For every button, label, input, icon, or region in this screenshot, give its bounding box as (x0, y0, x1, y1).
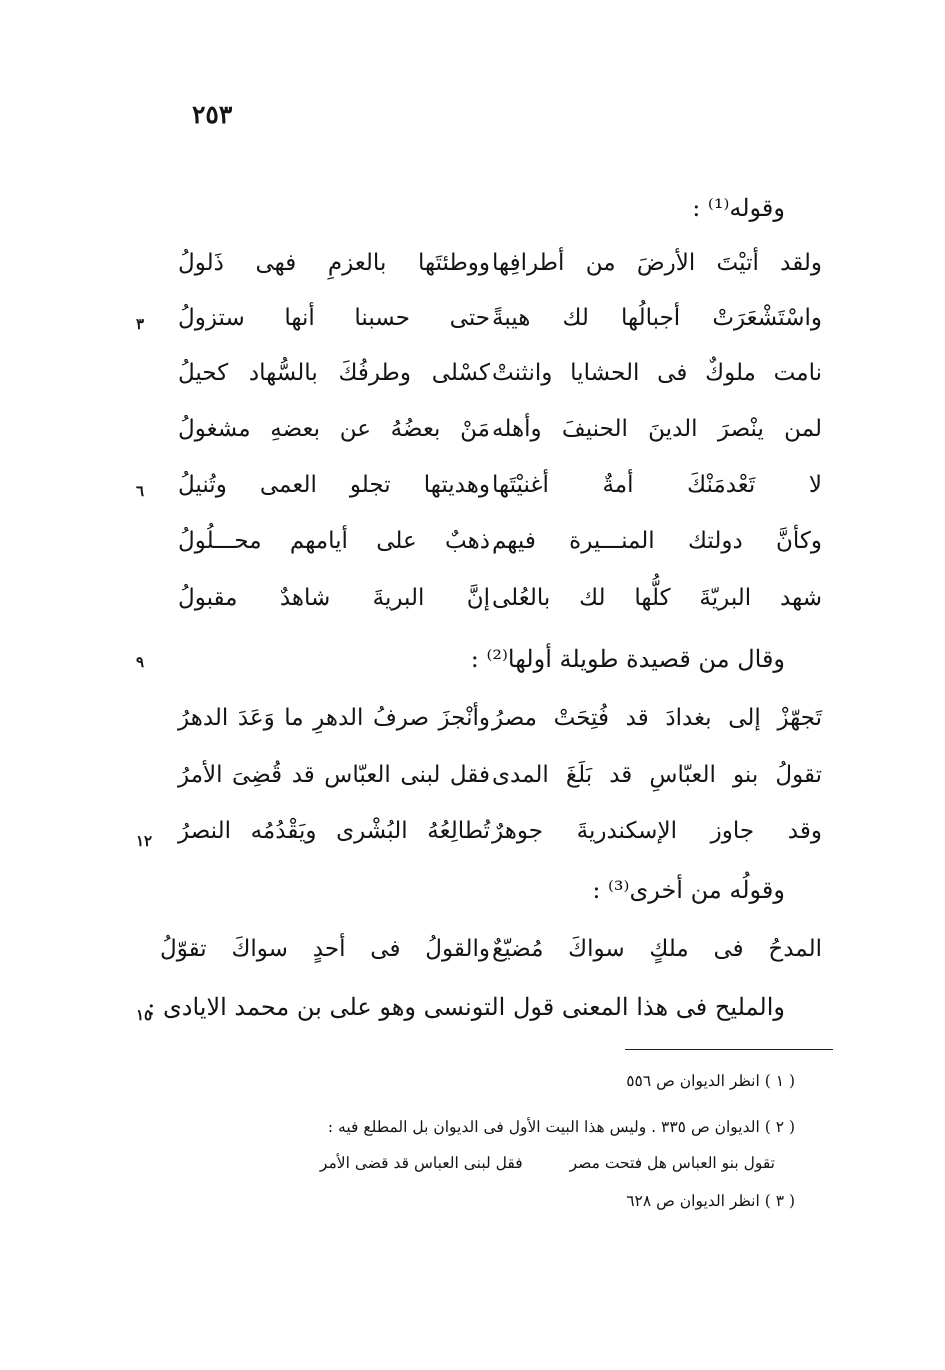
verse-second-hemistich: وأنْجزَ صرفُ الدهرِ ما وَعَدَ الدهرُ (178, 705, 490, 731)
verse-first-hemistich: وكأنَّ دولتك المنـــيرة فيهم (492, 528, 822, 554)
verse-line (160, 762, 822, 802)
page-number: ٢٥٣ (192, 100, 233, 129)
verse-line (160, 818, 822, 858)
intro-line-1: وقوله⁽¹⁾ : (692, 194, 785, 222)
verse-second-hemistich: والقولُ فى أحدٍ سواكَ تقوّلُ (160, 936, 490, 962)
verse-line (160, 585, 822, 625)
footnote-2-verse (320, 1154, 775, 1172)
line-number: ٣ (136, 315, 145, 333)
intro-line-3: وقولُه من أخرى⁽³⁾ : (592, 876, 785, 904)
verse-second-hemistich: مَنْ بعضُهُ عن بعضهِ مشغولُ (178, 416, 490, 442)
verse-second-hemistich: وهديتها تجلو العمى وتُنيلُ (178, 472, 490, 498)
verse-first-hemistich: واسْتَشْعَرَتْ أجبالُها لك هيبةً (492, 305, 822, 331)
verse-line (160, 528, 822, 568)
verse-first-hemistich: المدحُ فى ملكٍ سواكَ مُضيّعٌ (492, 936, 822, 962)
verse-second-hemistich: ووطئتَها بالعزمِ فهى ذَلولُ (178, 250, 490, 276)
footnote-1: ( ١ ) انظر الديوان ص ٥٥٦ (626, 1072, 795, 1090)
verse-first-hemistich: وقد جاوز الإسكندريةَ جوهرٌ (492, 818, 822, 844)
verse-line (160, 250, 822, 290)
line-number: ٩ (136, 653, 145, 671)
verse-line (160, 305, 822, 345)
verse-first-hemistich: تقولُ بنو العبّاسِ قد بَلَغَ المدى (492, 762, 822, 788)
line-number: ١٢ (136, 832, 153, 850)
verse-first-hemistich: لا تَعْدمَنْكَ أمةٌ أغنيْتَها (492, 472, 822, 498)
verse-first-hemistich: شهد البريّةَ كلُّها لك بالعُلى (492, 585, 822, 611)
footnote-verse-second-hemistich: فقل لبنى العباس قد قضى الأمر (319, 1154, 523, 1172)
footnote-divider (625, 1049, 833, 1050)
verse-second-hemistich: كسْلى وطرفُكَ بالسُّهاد كحيلُ (178, 360, 490, 386)
verse-second-hemistich: تُطالِعُهُ البُشْرى ويَقْدُمُه النصرُ (178, 818, 490, 844)
verse-line (160, 360, 822, 400)
footnote-2: ( ٢ ) الديوان ص ٣٣٥ . وليس هذا البيت الأول فى الديوان بل المطلع فيه : (327, 1118, 795, 1136)
line-number: ٦ (136, 482, 145, 500)
verse-line (160, 705, 822, 745)
verse-first-hemistich: تَجهّزْ إلى بغدادَ قد فُتِحَتْ مصرُ (492, 705, 822, 731)
verse-line (160, 472, 822, 512)
verse-line (160, 416, 822, 456)
footnote-3: ( ٣ ) انظر الديوان ص ٦٢٨ (626, 1192, 795, 1210)
prose-line: والمليح فى هذا المعنى قول التونسى وهو على بن محمد الايادى : (147, 993, 785, 1021)
verse-second-hemistich: إنَّ البريةَ شاهدٌ مقبولُ (178, 585, 490, 611)
verse-second-hemistich: فقل لبنى العبّاس قد قُضِىَ الأمرُ (178, 762, 490, 788)
verse-second-hemistich: حتى حسبنا أنها ستزولُ (178, 305, 490, 331)
verse-first-hemistich: نامت ملوكٌ فى الحشايا وانثنتْ (492, 360, 822, 386)
verse-second-hemistich: ذهبٌ على أيامهم محـــلُولُ (178, 528, 490, 554)
line-number: ١٥ (136, 1006, 153, 1024)
verse-first-hemistich: لمن ينْصرَ الدينَ الحنيفَ وأهله (492, 416, 822, 442)
footnote-verse-first-hemistich: تقول بنو العباس هل فتحت مصر (569, 1154, 775, 1172)
verse-line (160, 936, 822, 976)
intro-line-2: وقال من قصيدة طويلة أولها⁽²⁾ : (470, 645, 785, 673)
verse-first-hemistich: ولقد أتيْتَ الأرضَ من أطرافِها (492, 250, 822, 276)
